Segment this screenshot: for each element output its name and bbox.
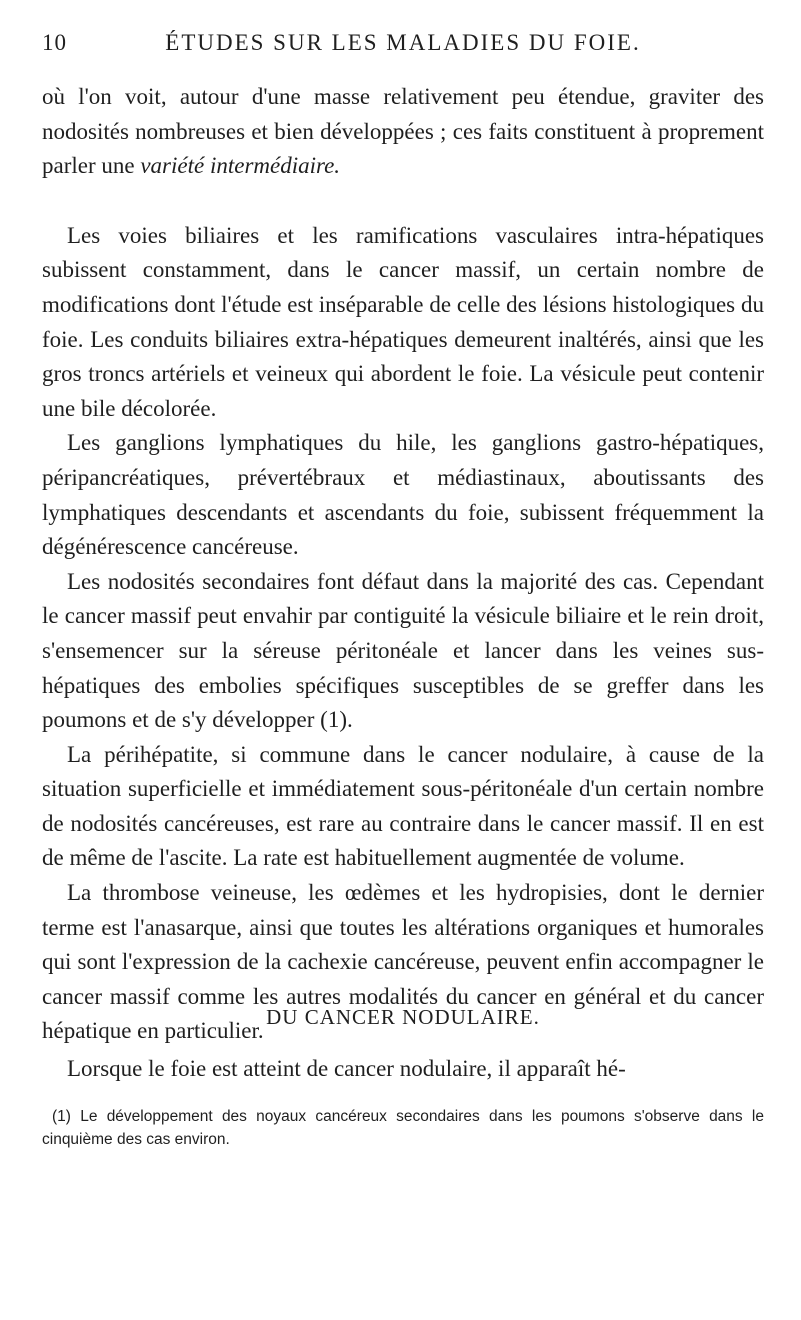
italic-term: variété intermédiaire. <box>140 153 341 179</box>
running-title: ÉTUDES SUR LES MALADIES DU FOIE. <box>165 30 641 55</box>
paragraph-continuation <box>42 80 764 184</box>
page-number: 10 <box>42 30 67 55</box>
footnote: (1) Le développement des noyaux cancéreux secondaires dans les poumons s'observe dans le cinquième des cas environ. <box>42 1108 764 1148</box>
section-heading: DU CANCER NODULAIRE. <box>266 1005 540 1029</box>
paragraph-text: où l'on voit, autour d'une masse relativement peu étendue, graviter des nodosités nombreuses et bien développées ; ces faits constituent à proprement parler une <box>42 84 764 179</box>
paragraph-perihepatitis: La périhépatite, si commune dans le cancer nodulaire, à cause de la situation superficielle et immédiatement sous-péritonéale d'un certain nombre de nodosités cancéreuses, est rare au contraire dans le cancer massif. Il en est de même de l'ascite. La rate est habituellement augmentée de volume. <box>42 741 764 871</box>
paragraph-biliary-vessels: Les voies biliaires et les ramifications vasculaires intra-hépatiques subissent constamment, dans le cancer massif, un certain nombre de modifications dont l'étude est inséparable de celle des lésions histologiques du foie. Les conduits biliaires extra-hépatiques demeurent inaltérés, ainsi que les gros troncs artériels et veineux qui abordent le foie. La vésicule peut contenir une bile décolorée. <box>42 222 764 421</box>
section-opening-paragraph: Lorsque le foie est atteint de cancer nodulaire, il apparaît hé- <box>67 1056 626 1081</box>
paragraph-thrombosis: La thrombose veineuse, les œdèmes et les hydropisies, dont le dernier terme est l'anasarque, ainsi que toutes les altérations organiques et humorales qui sont l'expression de la cachexie cancéreuse, peuvent enfin accompagner le cancer massif comme les autres modalités du cancer en général et du cancer hépatique en particulier. <box>42 880 764 1044</box>
paragraph-secondary-nodules: Les nodosités secondaires font défaut dans la majorité des cas. Cependant le cancer massif peut envahir par contiguité la vésicule biliaire et le rein droit, s'ensemencer sur la séreuse péritonéale et lancer dans les veines sus-hépatiques des embolies spécifiques susceptibles de se greffer dans les poumons et de s'y développer (1). <box>42 568 764 733</box>
paragraph-lymph-nodes: Les ganglions lymphatiques du hile, les ganglions gastro-hépatiques, péripancréatiques, prévertébraux et médiastinaux, aboutissants des lymphatiques descendants et ascendants du foie, subissent fréquemment la dégénérescence cancéreuse. <box>42 430 764 560</box>
main-text <box>42 80 764 1049</box>
running-header <box>42 30 764 60</box>
